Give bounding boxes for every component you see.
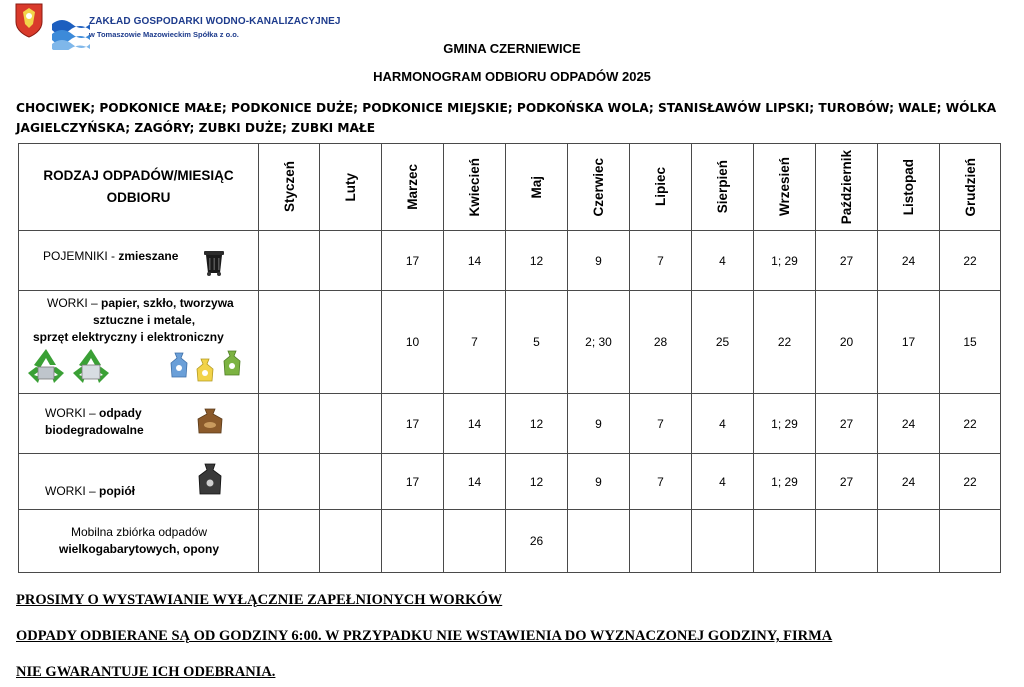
date-cell: 22 — [940, 394, 1001, 454]
coat-of-arms-icon — [14, 2, 44, 38]
date-cell: 7 — [630, 231, 692, 291]
month-header: Listopad — [878, 144, 940, 231]
date-cell: 22 — [754, 291, 816, 394]
date-cell: 24 — [878, 454, 940, 510]
date-cell: 4 — [692, 454, 754, 510]
month-header: Grudzień — [940, 144, 1001, 231]
month-header: Wrzesień — [754, 144, 816, 231]
waste-type-cell — [19, 454, 259, 510]
month-header: Październik — [816, 144, 878, 231]
date-cell: 28 — [630, 291, 692, 394]
waste-type-label-line2: biodegradowalne — [45, 423, 144, 437]
table-row — [19, 291, 1001, 394]
month-header: Kwiecień — [444, 144, 506, 231]
date-cell — [259, 394, 320, 454]
date-cell: 17 — [382, 454, 444, 510]
date-cell — [320, 510, 382, 573]
date-cell — [320, 454, 382, 510]
notice-full-bags: PROSIMY O WYSTAWIANIE WYŁĄCZNIE ZAPEŁNIONYCH WORKÓW — [16, 592, 503, 608]
waste-type-cell — [19, 510, 259, 573]
waste-type-label: WORKI – odpady — [45, 406, 142, 420]
date-cell: 20 — [816, 291, 878, 394]
date-cell — [259, 291, 320, 394]
waste-type-label: WORKI – popiół — [45, 484, 136, 498]
date-cell — [444, 510, 506, 573]
date-cell: 25 — [692, 291, 754, 394]
recycling-bag-icon — [169, 351, 189, 379]
date-cell: 17 — [382, 231, 444, 291]
date-cell: 4 — [692, 394, 754, 454]
waste-type-label-line2: sztuczne i metale, — [93, 313, 196, 327]
waste-type-header: RODZAJ ODPADÓW/MIESIĄC ODBIORU — [19, 144, 259, 231]
date-cell — [320, 231, 382, 291]
company-location: w Tomaszowie Mazowieckim Spółka z o.o. — [89, 30, 239, 39]
date-cell: 9 — [568, 394, 630, 454]
date-cell: 14 — [444, 231, 506, 291]
schedule-title: HARMONOGRAM ODBIORU ODPADÓW 2025 — [373, 69, 651, 84]
date-cell: 12 — [506, 231, 568, 291]
month-header: Styczeń — [259, 144, 320, 231]
date-cell: 9 — [568, 231, 630, 291]
date-cell — [940, 510, 1001, 573]
month-header: Marzec — [382, 144, 444, 231]
date-cell: 27 — [816, 394, 878, 454]
waste-type-cell — [19, 291, 259, 394]
municipality-title: GMINA CZERNIEWICE — [443, 41, 581, 56]
date-cell — [878, 510, 940, 573]
date-cell: 17 — [878, 291, 940, 394]
month-header: Sierpień — [692, 144, 754, 231]
date-cell — [382, 510, 444, 573]
date-cell: 15 — [940, 291, 1001, 394]
recycling-symbol-icon — [24, 347, 68, 385]
recycling-bag-icon — [195, 357, 215, 383]
date-cell — [692, 510, 754, 573]
date-cell: 7 — [630, 454, 692, 510]
waste-type-cell — [19, 394, 259, 454]
date-cell: 1; 29 — [754, 394, 816, 454]
date-cell — [630, 510, 692, 573]
waste-type-label-line2: wielkogabarytowych, opony — [58, 542, 220, 556]
date-cell: 1; 29 — [754, 454, 816, 510]
date-cell — [754, 510, 816, 573]
towns-list: CHOCIWEK; PODKONICE MAŁE; PODKONICE DUŻE; PODKONICE MIEJSKIE; PODKOŃSKA WOLA; STANISŁAWÓW LIPSKI; TUROBÓW; WALE; WÓLKA JAGIELCZYŃSKA; ZAGÓRY; ZUBKI DUŻE; ZUBKI MAŁE — [16, 101, 997, 135]
date-cell: 26 — [506, 510, 568, 573]
bio-bag-icon — [195, 407, 225, 435]
waste-type-label-line3: sprzęt elektryczny i elektroniczny — [33, 330, 224, 344]
date-cell: 2; 30 — [568, 291, 630, 394]
month-header: Lipiec — [630, 144, 692, 231]
date-cell: 22 — [940, 231, 1001, 291]
table-header-row — [19, 144, 1001, 231]
date-cell: 12 — [506, 394, 568, 454]
month-header: Luty — [320, 144, 382, 231]
date-cell — [816, 510, 878, 573]
date-cell: 22 — [940, 454, 1001, 510]
date-cell: 17 — [382, 394, 444, 454]
date-cell: 27 — [816, 454, 878, 510]
table-row — [19, 394, 1001, 454]
month-header: Czerwiec — [568, 144, 630, 231]
date-cell — [320, 291, 382, 394]
date-cell — [259, 231, 320, 291]
waste-type-label: WORKI – papier, szkło, tworzywa — [47, 296, 234, 310]
date-cell: 10 — [382, 291, 444, 394]
waste-type-label: Mobilna zbiórka odpadów — [70, 525, 208, 539]
table-row — [19, 510, 1001, 573]
date-cell: 4 — [692, 231, 754, 291]
date-cell: 9 — [568, 454, 630, 510]
date-cell — [259, 454, 320, 510]
schedule-table — [18, 143, 1001, 573]
waste-type-label: POJEMNIKI - zmieszane — [43, 249, 179, 263]
date-cell: 27 — [816, 231, 878, 291]
date-cell — [259, 510, 320, 573]
waste-bin-icon — [203, 248, 225, 276]
date-cell: 14 — [444, 394, 506, 454]
recycling-bag-icon — [222, 349, 242, 377]
month-header: Maj — [506, 144, 568, 231]
table-row — [19, 231, 1001, 291]
notice-no-guarantee: NIE GWARANTUJE ICH ODEBRANIA. — [16, 664, 276, 680]
table-row — [19, 454, 1001, 510]
ash-bag-icon — [197, 462, 223, 496]
date-cell: 7 — [630, 394, 692, 454]
date-cell: 12 — [506, 454, 568, 510]
date-cell: 24 — [878, 231, 940, 291]
date-cell — [568, 510, 630, 573]
date-cell: 7 — [444, 291, 506, 394]
date-cell — [320, 394, 382, 454]
date-cell: 14 — [444, 454, 506, 510]
date-cell: 1; 29 — [754, 231, 816, 291]
recycling-symbol-icon — [69, 347, 113, 385]
date-cell: 5 — [506, 291, 568, 394]
company-name: ZAKŁAD GOSPODARKI WODNO-KANALIZACYJNEJ — [89, 16, 341, 27]
notice-pickup-time: ODPADY ODBIERANE SĄ OD GODZINY 6:00. W PRZYPADKU NIE WSTAWIENIA DO WYZNACZONEJ GODZINY, FIRMA — [16, 628, 833, 644]
waste-type-cell — [19, 231, 259, 291]
date-cell: 24 — [878, 394, 940, 454]
